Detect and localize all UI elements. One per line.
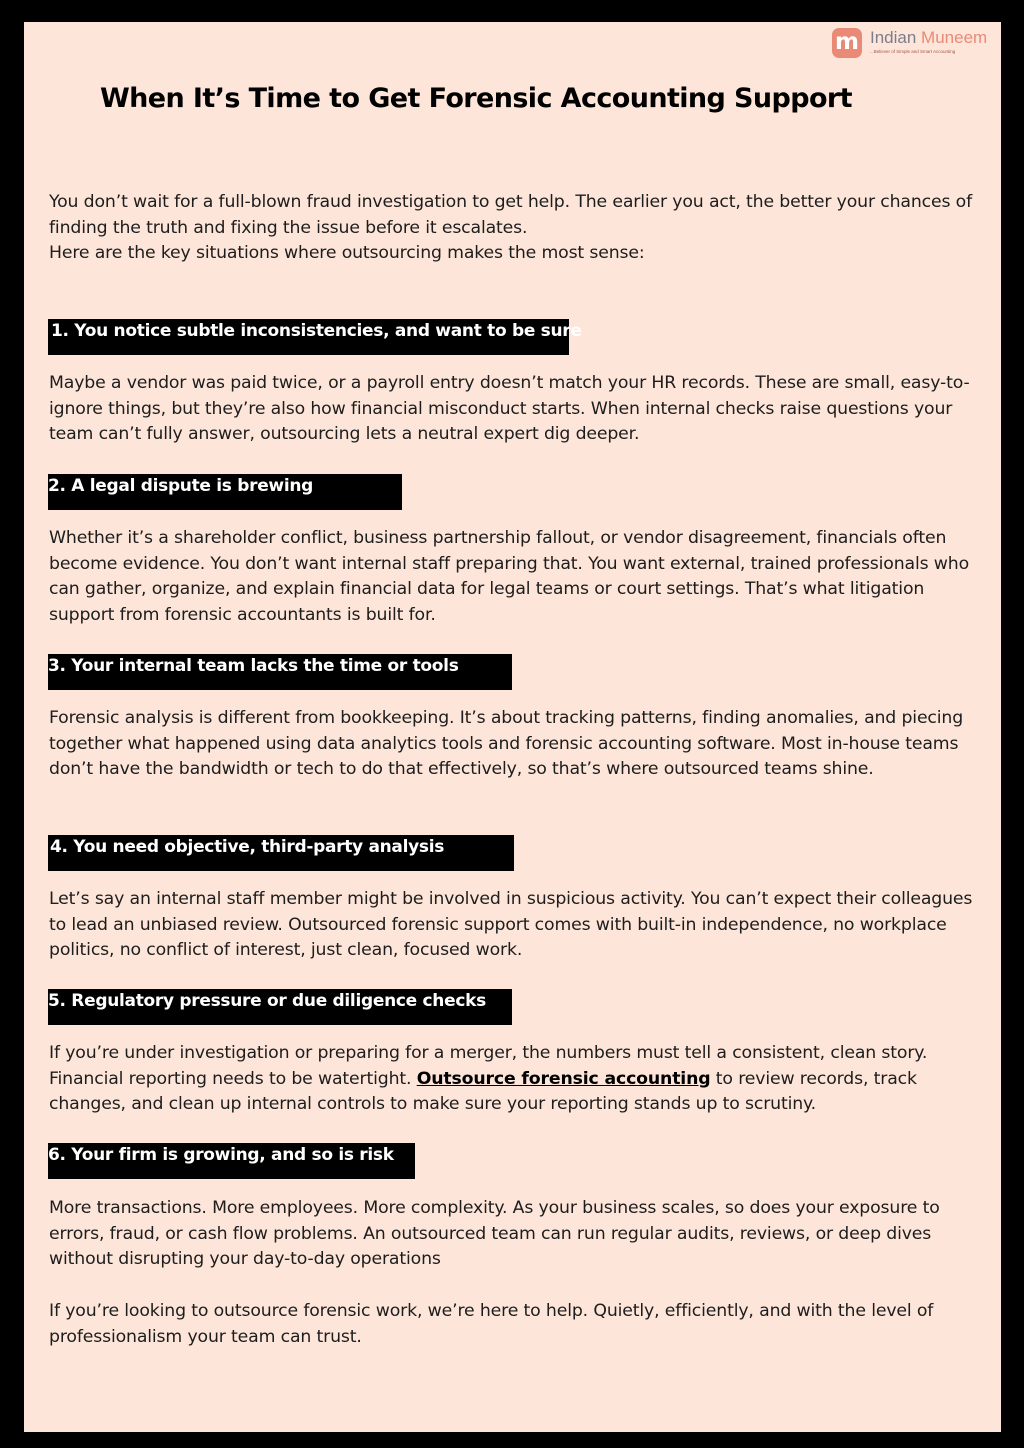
page-title: When It’s Time to Get Forensic Accounting Support [100, 83, 852, 114]
intro-text: You don’t wait for a full-blown fraud investigation to get help. The earlier you act, the better your chances of finding the truth and fixing the issue before it escalates. [49, 192, 973, 238]
logo-name-part1: Indian [870, 28, 922, 47]
section-heading-2: 2. A legal dispute is brewing [48, 474, 402, 510]
section-body-4: Let’s say an internal staff member might be involved in suspicious activity. You can’t expect their colleagues to lead an unbiased review. Outsourced forensic support comes with built-in independence, no workplace politics, no conflict of interest, just clean, focused work. [49, 889, 973, 961]
section-body-3: Forensic analysis is different from bookkeeping. It’s about tracking patterns, finding anomalies, and piecing together what happened using data analytics tools and forensic accounting software. Most in-house teams don’t have the bandwidth or tech to do that effectively, so that’s where outsourced teams shine. [49, 708, 964, 780]
section-body-5-text-before: If you’re under investigation or preparing for a merger, the numbers must tell a consistent, clean story. Financial reporting needs to be watertight. [49, 1043, 928, 1089]
document-page [24, 22, 1001, 1432]
section-heading-6: 6. Your firm is growing, and so is risk [48, 1143, 415, 1179]
section-body-5 [49, 1041, 979, 1118]
section-heading-4: 4. You need objective, third-party analysis [48, 835, 514, 871]
outsource-forensic-accounting-link[interactable]: Outsource forensic accounting [416, 1068, 711, 1089]
closing-paragraph: If you’re looking to outsource forensic work, we’re here to help. Quietly, efficiently, and with the level of professionalism your team can trust. [49, 1301, 934, 1347]
logo-mark-icon: m [832, 28, 862, 58]
section-body-5-text-after: to review records, track changes, and clean up internal controls to make sure your reporting stands up to scrutiny. [49, 1068, 917, 1115]
logo-tagline: ...Believer of Simple and Smart Accounting [870, 49, 956, 54]
section-body-1: Maybe a vendor was paid twice, or a payroll entry doesn’t match your HR records. These are small, easy-to-ignore things, but they’re also how financial misconduct starts. When internal checks raise questions your team can’t fully answer, outsourcing lets a neutral expert dig deeper. [49, 373, 970, 445]
section-body-6: More transactions. More employees. More complexity. As your business scales, so does your exposure to errors, fraud, or cash flow problems. An outsourced team can run regular audits, reviews, or deep dives without disrupting your day-to-day operations [49, 1198, 940, 1270]
brand-logo [832, 28, 1001, 62]
section-heading-1: 1. You notice subtle inconsistencies, and want to be sure [48, 319, 569, 355]
section-body-2: Whether it’s a shareholder conflict, business partnership fallout, or vendor disagreement, financials often become evidence. You don’t want internal staff preparing that. You want external, trained professionals who can gather, organize, and explain financial data for legal teams or court settings. That’s what litigation support from forensic accountants is built for. [49, 528, 970, 626]
logo-name [870, 29, 987, 47]
section-heading-3: 3. Your internal team lacks the time or tools [48, 654, 512, 690]
intro-lead-in: Here are the key situations where outsourcing makes the most sense: [49, 243, 645, 264]
section-heading-5: 5. Regulatory pressure or due diligence checks [48, 989, 512, 1025]
intro-paragraph [49, 190, 979, 267]
logo-name-part2: Muneem [921, 28, 988, 47]
